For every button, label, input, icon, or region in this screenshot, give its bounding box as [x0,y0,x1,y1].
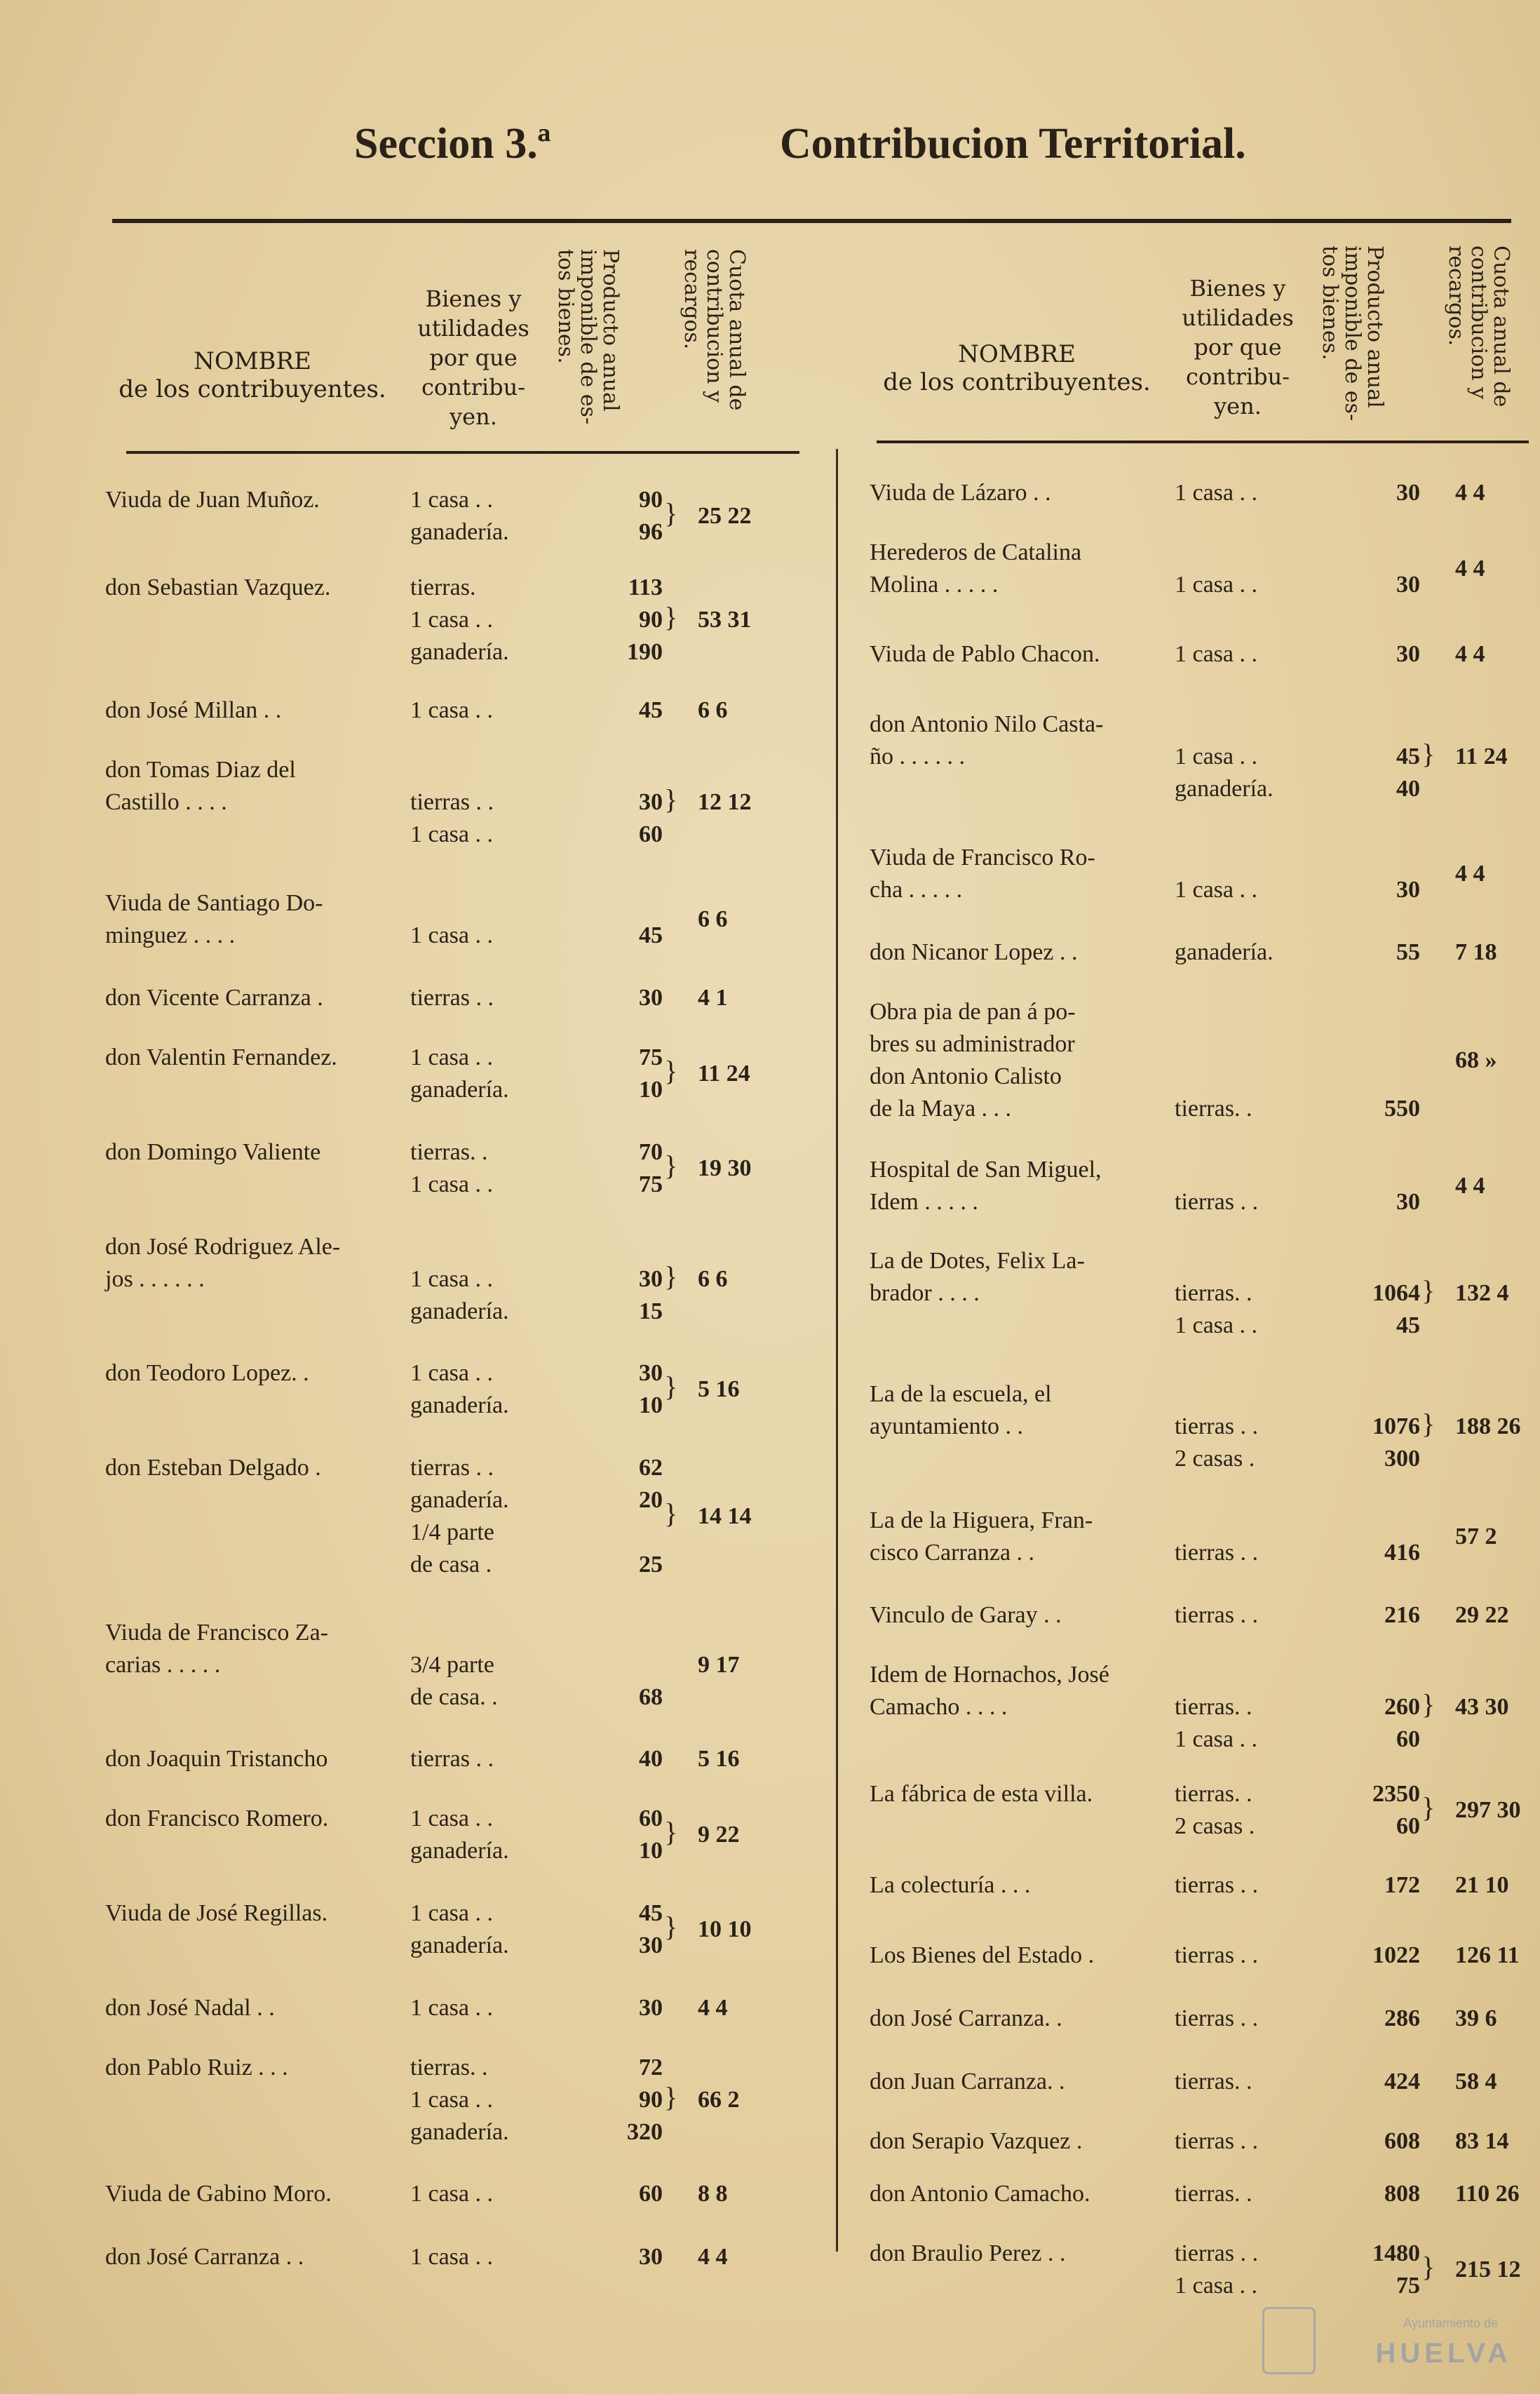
contributor-name: Viuda de Juan Muñoz. [105,487,320,513]
contributor-name: don Tomas Diaz del Castillo . . . . [105,757,296,815]
bienes-cell: tierras . . 1 casa . . [1175,2240,1258,2299]
producto-cell: 55 [1396,939,1420,965]
cuota-cell: 188 26 [1455,1413,1521,1439]
cuota-cell: 110 26 [1455,2181,1520,2207]
producto-cell: 30 [639,985,663,1011]
cuota-header: Cuota anual de contribucion y recargos. [680,249,749,411]
cuota-cell: 11 24 [698,1061,750,1087]
producto-cell: 424 [1384,2069,1420,2094]
producto-cell: 2350 60 [1372,1781,1420,1839]
producto-cell: 416 [1384,1540,1420,1566]
producto-cell: 808 [1384,2181,1420,2207]
brace-mark: } [664,784,678,815]
cuota-cell: 43 30 [1455,1694,1509,1720]
producto-cell: 1064 45 [1372,1280,1420,1338]
producto-cell: 30 [1396,641,1420,667]
bienes-cell: 1 casa . . [410,2181,494,2207]
bienes-cell: tierras. . 1 casa . . ganadería. [410,2055,509,2145]
cuota-cell: 11 24 [1455,744,1508,769]
contributor-name: don Sebastian Vazquez. [105,574,331,600]
cuota-cell: 10 10 [698,1916,752,1942]
bienes-cell: tierras. . [1175,2181,1252,2207]
contributor-name: Viuda de Francisco Za- carias . . . . . [105,1620,329,1678]
contributor-name: don Pablo Ruiz . . . [105,2055,288,2080]
bienes-cell: 1 casa . . ganadería. [410,1360,509,1418]
contributor-name: don Teodoro Lopez. . [105,1360,309,1386]
cuota-cell: 4 4 [698,1995,728,2021]
contributor-name: don José Nadal . . [105,1995,275,2021]
cuota-cell: 8 8 [698,2181,728,2207]
bienes-cell: tierras . . [1175,1872,1258,1898]
bienes-cell: tierras. . [1175,1096,1252,1122]
producto-cell: 608 [1384,2128,1420,2154]
top-rule [112,219,1511,223]
contributor-name: don Juan Carranza. . [870,2069,1065,2094]
section-title: Seccion 3.ª [354,120,551,168]
bienes-cell: 3/4 parte de casa. . [410,1652,498,1710]
brace-mark: } [664,1911,678,1942]
cuota-cell: 53 31 [698,607,752,633]
cuota-cell: 21 10 [1455,1872,1509,1898]
cuota-cell: 4 4 [1455,556,1485,581]
cuota-cell: 4 4 [1455,861,1485,887]
bienes-cell: tierras. . [1175,2069,1252,2094]
contributor-name: Los Bienes del Estado . [870,1942,1095,1968]
brace-mark: } [664,1055,678,1087]
cuota-cell: 25 22 [698,503,752,529]
bienes-cell: ganadería. [1175,939,1274,965]
column-divider [836,449,838,2252]
contributor-name: Viuda de Pablo Chacon. [870,641,1100,667]
bienes-cell: 1 casa . . [1175,480,1258,506]
producto-cell: 30 60 [639,789,663,847]
contributor-name: La de Dotes, Felix La- brador . . . . [870,1248,1085,1306]
producto-cell: 72 90 320 [627,2055,663,2145]
contributor-name: don Serapio Vazquez . [870,2128,1083,2154]
bienes-cell: tierras. 1 casa . . ganadería. [410,574,509,665]
producto-cell: 30 [1396,480,1420,506]
bienes-cell: 1 casa . . ganadería. [1175,744,1274,802]
contributor-name: don Francisco Romero. [105,1805,329,1831]
document-title: Contribucion Territorial. [780,120,1246,168]
header-underline [877,441,1529,443]
bienes-cell: tierras . . [1175,1189,1258,1215]
bienes-cell: tierras . . ganadería. 1/4 parte de casa . [410,1455,509,1578]
cuota-cell: 5 16 [698,1376,740,1402]
bienes-cell: tierras . . [1175,2005,1258,2031]
cuota-cell: 9 22 [698,1822,740,1848]
bienes-cell: 1 casa . . [410,2244,494,2270]
bienes-cell: 1 casa . . [1175,877,1258,903]
cuota-cell: 126 11 [1455,1942,1520,1968]
contributor-name: don Braulio Perez . . [870,2240,1066,2266]
contributor-name: Viuda de José Regillas. [105,1900,328,1926]
producto-cell: 1076 300 [1372,1413,1420,1472]
contributor-name: don José Millan . . [105,697,282,723]
cuota-cell: 39 6 [1455,2005,1497,2031]
contributor-name: don Domingo Valiente [105,1139,321,1165]
bienes-cell: tierras . . [1175,1602,1258,1628]
brace-mark: } [664,2081,678,2113]
contributor-name: don Antonio Camacho. [870,2181,1090,2207]
brace-mark: } [1421,738,1436,769]
producto-cell: 30 [1396,877,1420,903]
cuota-cell: 12 12 [698,789,752,815]
bienes-cell: tierras . . [1175,1540,1258,1566]
producto-header: Producto anual imponible de es- tos bienes. [1318,246,1387,422]
producto-cell: 30 [1396,572,1420,598]
producto-cell: 62 20 25 [639,1455,663,1578]
nombre-header: NOMBRE de los contribuyentes. [119,347,386,403]
producto-cell: 172 [1384,1872,1420,1898]
producto-cell: 30 [639,2244,663,2270]
bienes-cell: 1 casa . . ganadería. [410,1266,509,1324]
bienes-cell: 1 casa . . [410,922,494,948]
contributor-name: Vinculo de Garay . . [870,1602,1062,1628]
bienes-cell: tierras . . 1 casa . . [410,789,494,847]
contributor-name: don Valentin Fernandez. [105,1044,337,1070]
contributor-name: Obra pia de pan á po- bres su administrador don Antonio Calisto de la Maya . . . [870,999,1076,1122]
cuota-cell: 6 6 [698,1266,728,1292]
cuota-cell: 68 » [1455,1047,1497,1073]
bienes-cell: 1 casa . . ganadería. [410,1900,509,1958]
cuota-cell: 4 4 [698,2244,728,2270]
contributor-name: don Nicanor Lopez . . [870,939,1078,965]
contributor-name: Idem de Hornachos, José Camacho . . . . [870,1662,1109,1720]
stamp-line1: Ayuntamiento de [1403,2316,1498,2330]
producto-cell: 260 60 [1384,1694,1420,1752]
producto-cell: 45 [639,922,663,948]
cuota-cell: 4 4 [1455,1173,1485,1199]
brace-mark: } [1421,1791,1436,1823]
contributor-name: Viuda de Santiago Do- minguez . . . . [105,890,323,948]
producto-cell: 68 [639,1684,663,1710]
bienes-cell: 1 casa . . [410,697,494,723]
cuota-cell: 132 4 [1455,1280,1509,1306]
brace-mark: } [664,1260,678,1292]
huelva-seal-icon [1262,2307,1316,2374]
contributor-name: La colecturía . . . [870,1872,1031,1898]
bienes-cell: 1 casa . . [1175,572,1258,598]
contributor-name: Viuda de Francisco Ro- cha . . . . . [870,845,1095,903]
cuota-cell: 14 14 [698,1503,752,1529]
bienes-cell: 1 casa . . [410,1995,494,2021]
cuota-cell: 5 16 [698,1746,740,1772]
bienes-cell: tierras. . 1 casa . . [1175,1694,1258,1752]
bienes-cell: 1 casa . . ganadería. [410,1805,509,1864]
bienes-cell: 1 casa . . [1175,641,1258,667]
producto-cell: 30 [1396,1189,1420,1215]
stamp-line2: HUELVA [1375,2338,1512,2369]
producto-cell: 60 [639,2181,663,2207]
contributor-name: don Antonio Nilo Casta- ño . . . . . . [870,711,1104,769]
contributor-name: La de la escuela, el ayuntamiento . . [870,1381,1052,1439]
producto-cell: 216 [1384,1602,1420,1628]
brace-mark: } [664,497,678,529]
bienes-header: Bienes y utilidades por que contribu- yen. [1182,275,1294,419]
bienes-cell: tierras . . [1175,1942,1258,1968]
bienes-header: Bienes y utilidades por que contribu- yen. [417,285,529,430]
cuota-cell: 4 4 [1455,641,1485,667]
header-underline [126,451,799,454]
cuota-cell: 297 30 [1455,1797,1521,1823]
bienes-cell: 1 casa . . ganadería. [410,487,509,545]
producto-cell: 1022 [1372,1942,1420,1968]
producto-cell: 70 75 [639,1139,663,1197]
cuota-cell: 83 14 [1455,2128,1509,2154]
contributor-name: don Vicente Carranza . [105,985,323,1011]
producto-cell: 45 40 [1396,744,1420,802]
bienes-cell: tierras. . 1 casa . . [410,1139,494,1197]
cuota-cell: 215 12 [1455,2257,1521,2282]
bienes-cell: tierras. . 1 casa . . [1175,1280,1258,1338]
brace-mark: } [664,1816,678,1848]
bienes-cell: tierras . . [410,1746,494,1772]
contributor-name: don Joaquin Tristancho [105,1746,328,1772]
cuota-cell: 9 17 [698,1652,740,1678]
brace-mark: } [1421,2251,1436,2282]
cuota-cell: 7 18 [1455,939,1497,965]
cuota-cell: 29 22 [1455,1602,1509,1628]
bienes-cell: tierras . . [1175,2128,1258,2154]
brace-mark: } [1421,1688,1436,1720]
nombre-header: NOMBRE de los contribuyentes. [883,340,1151,396]
cuota-header: Cuota anual de contribucion y recargos. [1444,246,1513,408]
brace-mark: } [664,1371,678,1402]
producto-cell: 30 10 [639,1360,663,1418]
producto-cell: 1480 75 [1372,2240,1420,2299]
cuota-cell: 4 4 [1455,480,1485,506]
cuota-cell: 19 30 [698,1155,752,1181]
contributor-name: Herederos de Catalina Molina . . . . . [870,539,1082,598]
cuota-cell: 57 2 [1455,1524,1497,1549]
contributor-name: don José Carranza. . [870,2005,1062,2031]
cuota-cell: 66 2 [698,2087,740,2113]
brace-mark: } [1421,1408,1436,1439]
producto-cell: 113 90 190 [627,574,663,665]
producto-header: Producto anual imponible de es- tos bienes. [553,249,623,425]
producto-cell: 550 [1384,1096,1420,1122]
bienes-cell: tierras . . [410,985,494,1011]
bienes-cell: tierras. . 2 casas . [1175,1781,1255,1839]
producto-cell: 45 30 [639,1900,663,1958]
producto-cell: 60 10 [639,1805,663,1864]
producto-cell: 30 [639,1995,663,2021]
producto-cell: 286 [1384,2005,1420,2031]
producto-cell: 30 15 [639,1266,663,1324]
contributor-name: La fábrica de esta villa. [870,1781,1093,1807]
brace-mark: } [1421,1275,1436,1306]
contributor-name: don José Rodriguez Ale- jos . . . . . . [105,1234,341,1292]
bienes-cell: 1 casa . . ganadería. [410,1044,509,1103]
cuota-cell: 58 4 [1455,2069,1497,2094]
cuota-cell: 4 1 [698,985,728,1011]
contributor-name: Hospital de San Miguel, Idem . . . . . [870,1157,1102,1215]
producto-cell: 40 [639,1746,663,1772]
contributor-name: don Esteban Delgado . [105,1455,321,1481]
producto-cell: 90 96 [639,487,663,545]
cuota-cell: 6 6 [698,906,728,932]
contributor-name: don José Carranza . . [105,2244,304,2270]
contributor-name: Viuda de Lázaro . . [870,480,1051,506]
page-header [0,119,1540,182]
producto-cell: 45 [639,697,663,723]
contributor-name: La de la Higuera, Fran- cisco Carranza . . [870,1507,1093,1566]
brace-mark: } [664,1150,678,1181]
brace-mark: } [664,1498,678,1529]
bienes-cell: tierras . . 2 casas . [1175,1413,1258,1472]
contributor-name: Viuda de Gabino Moro. [105,2181,332,2207]
brace-mark: } [664,601,678,633]
producto-cell: 75 10 [639,1044,663,1103]
cuota-cell: 6 6 [698,697,728,723]
